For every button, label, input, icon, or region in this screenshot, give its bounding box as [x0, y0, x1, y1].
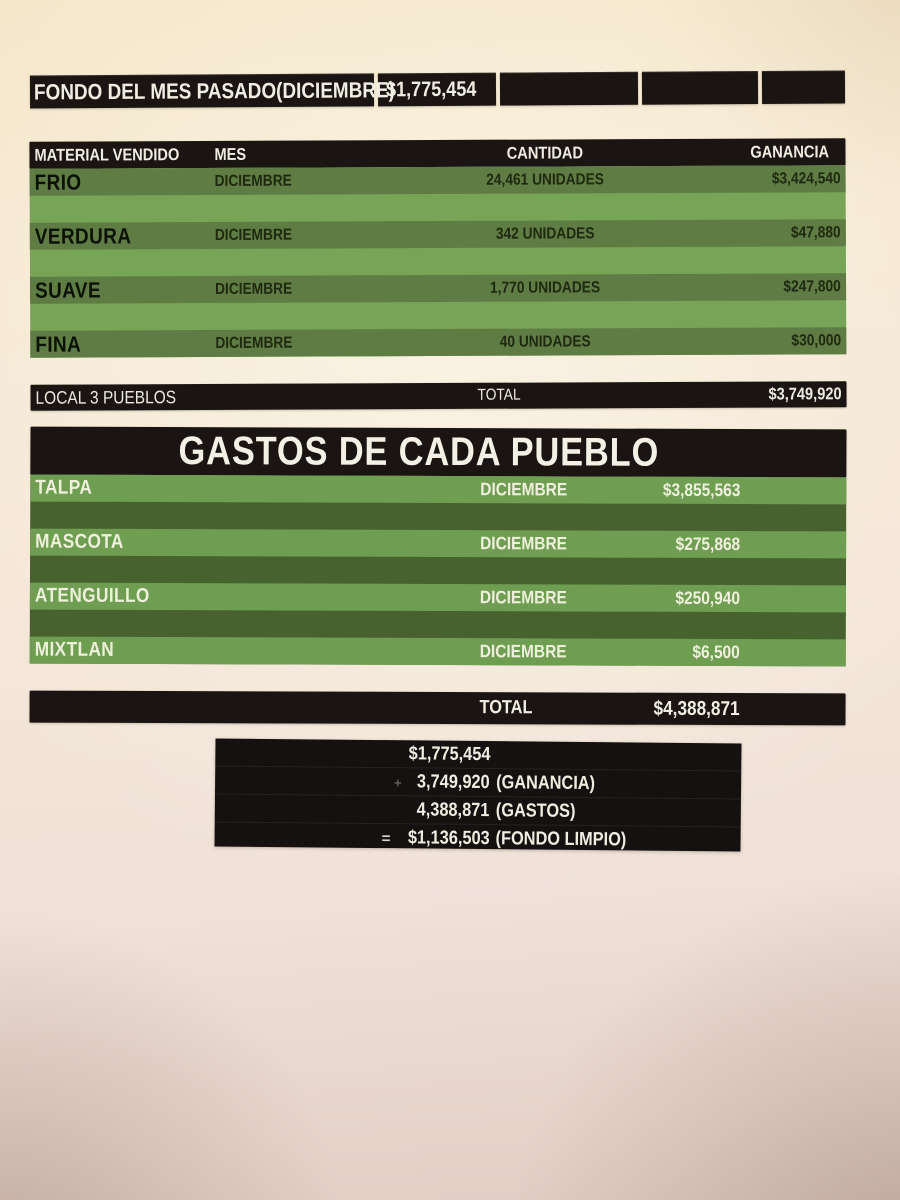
table-row [30, 327, 846, 358]
fund-amount-cell [378, 73, 496, 107]
summary-amount: $1,136,503 [407, 826, 490, 849]
table-row [30, 475, 846, 505]
profit-value: $3,424,540 [771, 169, 841, 188]
pueblo-name: MIXTLAN [34, 638, 115, 661]
expenses-table-footer [29, 691, 845, 726]
expenses-table-body [30, 475, 847, 667]
table-row [30, 583, 846, 613]
month-value: DICIEMBRE [214, 172, 292, 190]
month-value: DICIEMBRE [215, 280, 293, 298]
quantity-value: 24,461 UNIDADES [485, 170, 604, 189]
table-row [30, 529, 846, 559]
month-value: DICIEMBRE [479, 641, 567, 662]
empty-cell [500, 72, 638, 106]
empty-cell [642, 71, 758, 105]
sales-table-footer [30, 381, 846, 411]
fund-row [30, 71, 845, 109]
expense-value: $275,868 [675, 533, 741, 555]
quantity-value: 342 UNIDADES [495, 224, 595, 243]
month-value: DICIEMBRE [215, 334, 293, 352]
summary-note: (GASTOS) [495, 799, 576, 822]
summary-amount: $1,775,454 [408, 742, 491, 765]
pueblo-name: ATENGUILLO [34, 584, 150, 607]
expense-value: $250,940 [675, 587, 740, 609]
operator: + [393, 774, 402, 790]
sales-table-header [29, 138, 845, 169]
footer-label: LOCAL 3 PUEBLOS [35, 386, 177, 408]
sales-table-body [30, 165, 847, 358]
table-row [30, 219, 846, 250]
summary-note: (FONDO LIMPIO) [495, 827, 627, 850]
summary-line [214, 821, 740, 854]
profit-value: $30,000 [791, 331, 842, 349]
month-value: DICIEMBRE [480, 479, 568, 500]
material-name: FRIO [34, 169, 82, 195]
summary-amount: 4,388,871 [417, 798, 490, 821]
operator: = [381, 829, 391, 847]
column-header-cantidad: CANTIDAD [506, 142, 583, 163]
expense-value: $6,500 [692, 641, 740, 663]
month-value: DICIEMBRE [479, 587, 567, 608]
quantity-value: 40 UNIDADES [499, 332, 591, 351]
total-value: $4,388,871 [653, 697, 740, 720]
fund-label: FONDO DEL MES PASADO(DICIEMBRE) [33, 76, 395, 104]
pueblo-name: TALPA [35, 476, 93, 499]
table-row [30, 637, 846, 667]
material-name: VERDURA [34, 222, 132, 249]
summary-amount: 3,749,920 [417, 770, 491, 793]
table-row [30, 273, 846, 304]
total-value: $3,749,920 [768, 384, 842, 404]
expenses-title-band [30, 427, 846, 478]
pueblo-name: MASCOTA [35, 530, 124, 553]
column-header-mes: MES [214, 144, 247, 164]
fund-amount: $1,775,454 [385, 77, 477, 101]
quantity-value: 1,770 UNIDADES [489, 278, 601, 297]
expense-value: $3,855,563 [662, 479, 741, 501]
empty-cell [762, 71, 845, 105]
total-label: TOTAL [477, 386, 521, 404]
total-label: TOTAL [479, 697, 533, 719]
fund-label-cell [30, 73, 395, 108]
expenses-table [29, 427, 846, 726]
summary-note: (GANANCIA) [496, 771, 596, 794]
month-value: DICIEMBRE [480, 533, 568, 554]
material-name: FINA [35, 331, 82, 357]
expenses-title: GASTOS DE CADA PUEBLO [178, 428, 659, 475]
table-row [30, 165, 846, 196]
column-header-material: MATERIAL VENDIDO [34, 144, 180, 165]
column-header-ganancia: GANANCIA [750, 141, 830, 162]
profit-value: $47,880 [791, 223, 841, 241]
month-value: DICIEMBRE [214, 226, 293, 244]
summary-box [214, 738, 741, 851]
material-name: SUAVE [35, 276, 102, 303]
sales-table [29, 138, 846, 411]
profit-value: $247,800 [783, 277, 842, 295]
